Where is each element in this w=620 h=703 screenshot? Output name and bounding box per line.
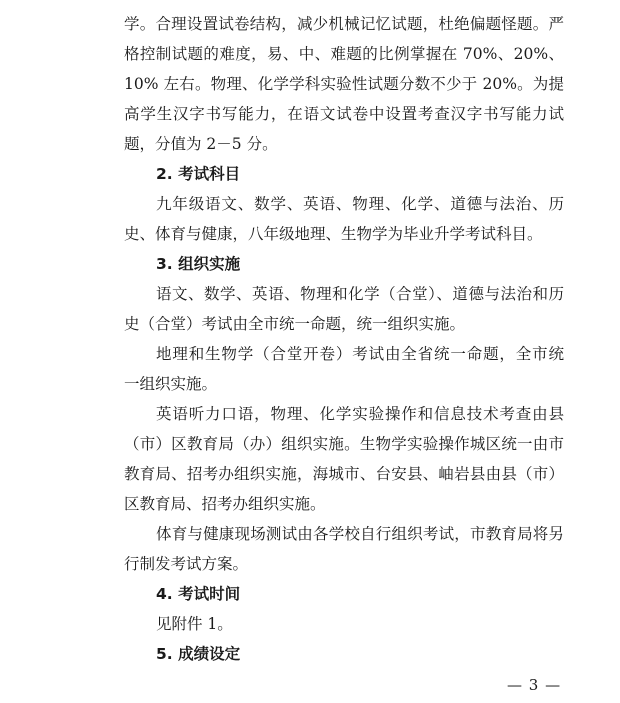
text-line: 教育局、招考办组织实施，海城市、台安县、岫岩县由县（市） bbox=[124, 465, 564, 483]
text-line: 见附件 1。 bbox=[156, 615, 233, 633]
section-heading-organization: 3. 组织实施 bbox=[156, 255, 241, 273]
text-line: 地理和生物学（合堂开卷）考试由全省统一命题，全市统 bbox=[156, 345, 564, 363]
section-heading-exam-time: 4. 考试时间 bbox=[156, 585, 241, 603]
text-line: 行制发考试方案。 bbox=[124, 555, 249, 573]
text-line: 区教育局、招考办组织实施。 bbox=[124, 495, 326, 513]
text-line: 语文、数学、英语、物理和化学（合堂）、道德与法治和历 bbox=[156, 285, 564, 303]
text-line: （市）区教育局（办）组织实施。生物学实验操作城区统一由市 bbox=[124, 435, 564, 453]
text-line: 体育与健康现场测试由各学校自行组织考试，市教育局将另 bbox=[156, 525, 564, 543]
text-line: 史（合堂）考试由全市统一命题，统一组织实施。 bbox=[124, 315, 466, 333]
text-line: 题，分值为 2－5 分。 bbox=[124, 135, 278, 153]
text-line: 高学生汉字书写能力，在语文试卷中设置考查汉字书写能力试 bbox=[124, 105, 564, 123]
text-line: 一组织实施。 bbox=[124, 375, 218, 393]
page-number: — 3 — bbox=[507, 676, 562, 694]
text-line: 10% 左右。物理、化学学科实验性试题分数不少于 20%。为提 bbox=[124, 75, 564, 93]
text-line: 英语听力口语，物理、化学实验操作和信息技术考查由县 bbox=[156, 405, 564, 423]
section-heading-exam-subjects: 2. 考试科目 bbox=[156, 165, 241, 183]
text-line: 史、体育与健康，八年级地理、生物学为毕业升学考试科目。 bbox=[124, 225, 543, 243]
text-line: 学。合理设置试卷结构，减少机械记忆试题，杜绝偏题怪题。严 bbox=[124, 15, 564, 33]
section-heading-score-setting: 5. 成绩设定 bbox=[156, 645, 241, 663]
text-line: 格控制试题的难度，易、中、难题的比例掌握在 70%、20%、 bbox=[124, 45, 564, 63]
text-line: 九年级语文、数学、英语、物理、化学、道德与法治、历 bbox=[156, 195, 564, 213]
